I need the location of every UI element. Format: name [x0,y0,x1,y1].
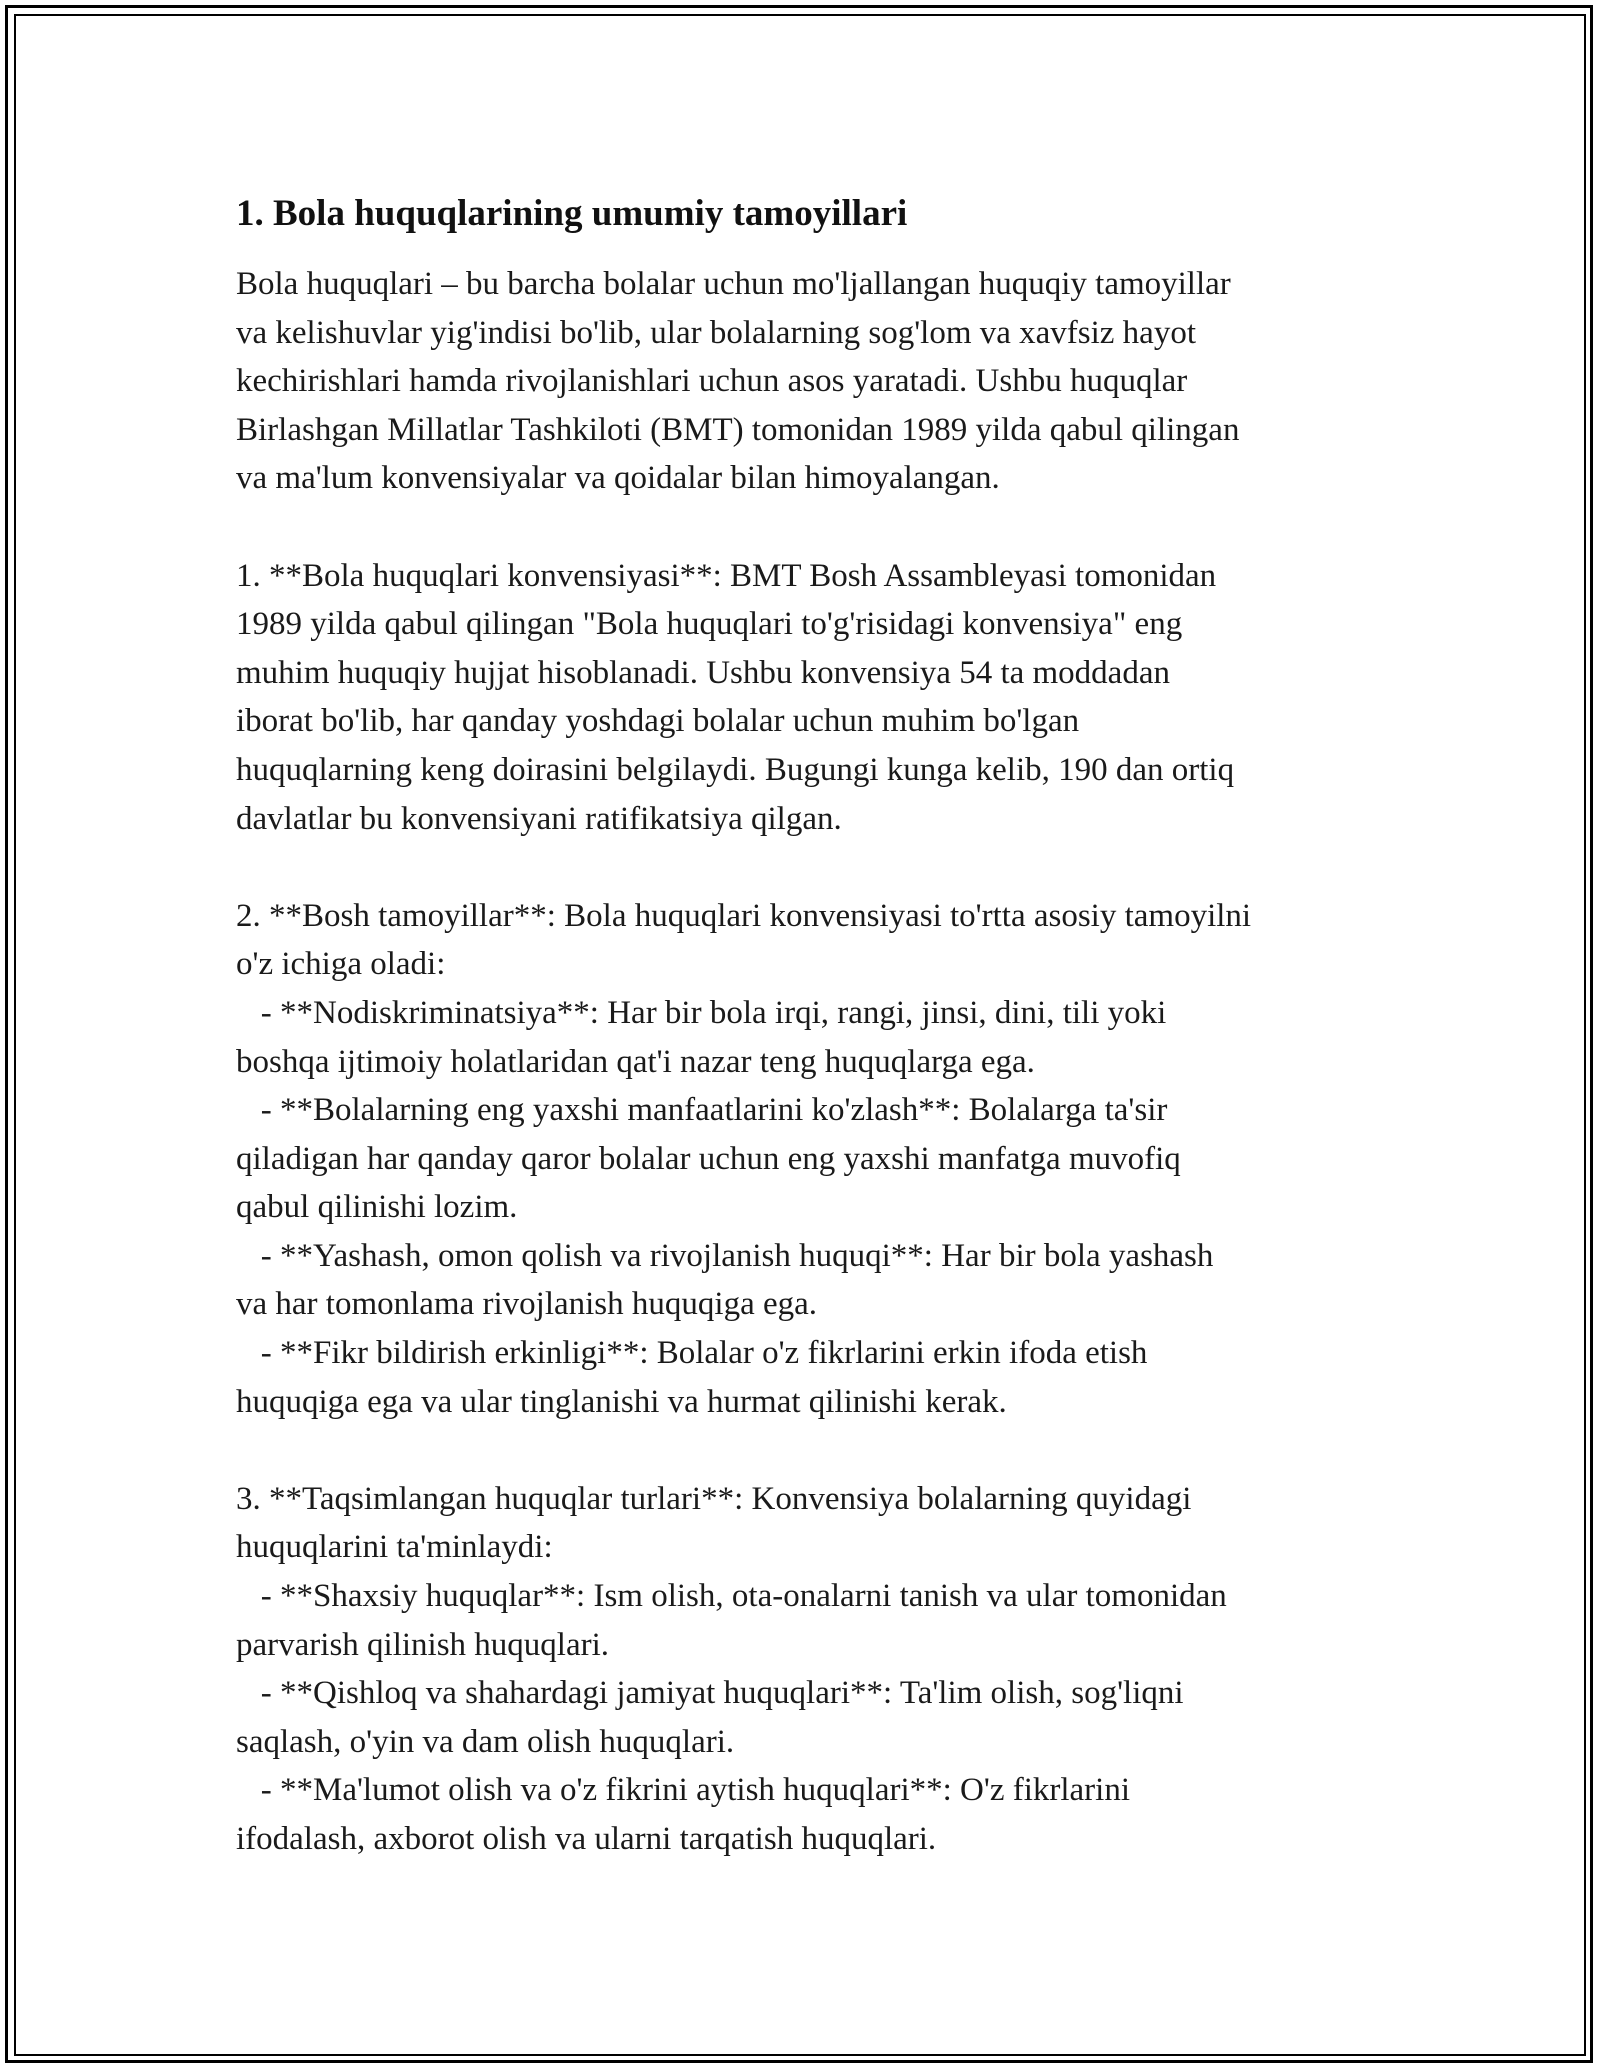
intro-paragraph: Bola huquqlari – bu barcha bolalar uchun mo'ljallangan huquqiy tamoyillar va kelishuvlar yig'indisi bo'lib, ular bolalarning sog'lom va xavfsiz hayot kechirishlari hamda rivojlanishlari uchun asos yaratadi. Ushbu huquqlar Birlashgan Millatlar Tashkiloti (BMT) tomonidan 1989 yilda qabul qilingan va ma'lum konvensiyalar va qoidalar bilan himoyalangan. [236,266,1240,497]
blank-line [236,1426,1376,1475]
rights-types-paragraph: 3. **Taqsimlangan huquqlar turlari**: Konvensiya bolalarning quyidagi huquqlarini ta'minlaydi: - **Shaxsiy huquqlar**: Ism olish, ota-onalarni tanish va ular tomonidan parvarish qilinish huquqlari. - **Qishloq va shahardagi jamiyat huquqlari**: Ta'lim olish, sog'liqni saqlash, o'yin va dam olish huquqlari. - **Ma'lumot olish va o'z fikrini aytish huquqlari**: O'z fikrlarini ifodalash, axborot olish va ularni tarqatish huquqlari. [236,1480,1227,1857]
blank-line [236,843,1376,892]
convention-paragraph: 1. **Bola huquqlari konvensiyasi**: BMT Bosh Assambleyasi tomonidan 1989 yilda qabul qilingan "Bola huquqlari to'g'risidagi konvensiya" eng muhim huquqiy hujjat hisoblanadi. Ushbu konvensiya 54 ta moddadan iborat bo'lib, har qanday yoshdagi bolalar uchun muhim bo'lgan huquqlarning keng doirasini belgilaydi. Bugungi kunga kelib, 190 dan ortiq davlatlar bu konvensiyani ratifikatsiya qilgan. [236,557,1235,837]
principles-paragraph: 2. **Bosh tamoyillar**: Bola huquqlari konvensiyasi to'rtta asosiy tamoyilni o'z ichiga oladi: - **Nodiskriminatsiya**: Har bir bola irqi, rangi, jinsi, dini, tili yoki boshqa ijtimoiy holatlaridan qat'i nazar teng huquqlarga ega. - **Bolalarning eng yaxshi manfaatlarini ko'zlash**: Bolalarga ta'sir qiladigan har qanday qaror bolalar uchun eng yaxshi manfatga muvofiq qabul qilinishi lozim. - **Yashash, omon qolish va rivojlanish huquqi**: Har bir bola yashash va har tomonlama rivojlanish huquqiga ega. - **Fikr bildirish erkinligi**: Bolalar o'z fikrlarini erkin ifoda etish huquqiga ega va ular tinglanishi va hurmat qilinishi kerak. [236,897,1252,1420]
section-heading: 1. Bola huquqlarining umumiy tamoyillari [236,193,908,234]
blank-line [236,503,1376,552]
document-body [236,186,1376,1864]
